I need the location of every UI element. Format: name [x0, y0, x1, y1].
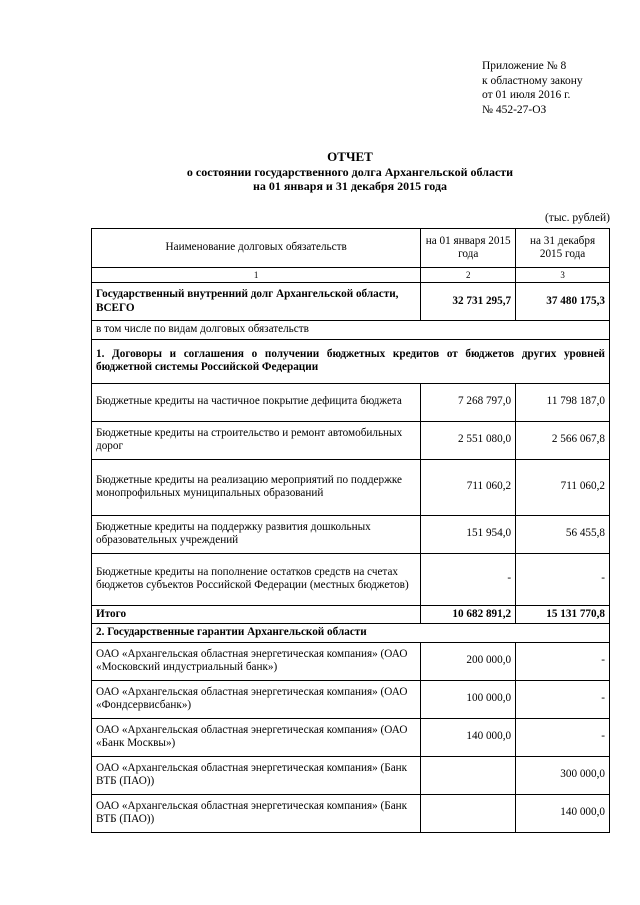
- row-value-1: 140 000,0: [421, 718, 516, 756]
- row-value-2: 711 060,2: [516, 459, 610, 515]
- row-value-2: 140 000,0: [516, 794, 610, 832]
- row-value-1: -: [421, 553, 516, 605]
- table-row: [92, 553, 610, 605]
- row-value-2: -: [516, 718, 610, 756]
- subtotal-row: [92, 605, 610, 624]
- table-row: [92, 642, 610, 680]
- row-name: ОАО «Архангельская областная энергетическая компания» (ОАО «Банк Москвы»): [92, 718, 421, 756]
- report-title: [0, 150, 640, 194]
- section-1-header: [92, 339, 610, 383]
- column-number: 1: [92, 268, 421, 283]
- appendix-line: № 452-27-ОЗ: [482, 103, 547, 116]
- row-value-2: 56 455,8: [516, 515, 610, 553]
- report-title-line: о состоянии государственного долга Архангельской области: [186, 164, 514, 179]
- debt-table: [91, 228, 610, 833]
- row-value-1: 100 000,0: [421, 680, 516, 718]
- row-name: ОАО «Архангельская областная энергетическая компания» (ОАО «Московский индустриальный банк»): [92, 642, 421, 680]
- table-row: [92, 756, 610, 794]
- row-value-2: 300 000,0: [516, 756, 610, 794]
- appendix-line: к областному закону: [482, 74, 583, 87]
- report-title-line: на 01 января и 31 декабря 2015 года: [252, 179, 448, 193]
- header-name: Наименование долговых обязательств: [92, 229, 421, 268]
- row-value-2: 2 566 067,8: [516, 421, 610, 459]
- column-number: 2: [421, 268, 516, 283]
- column-number: 3: [516, 268, 610, 283]
- row-name: Бюджетные кредиты на строительство и ремонт автомобильных дорог: [92, 421, 421, 459]
- row-value-1: 711 060,2: [421, 459, 516, 515]
- row-name: Бюджетные кредиты на частичное покрытие дефицита бюджета: [92, 383, 421, 421]
- section-2-title: 2. Государственные гарантии Архангельской области: [92, 624, 610, 643]
- including-label: в том числе по видам долговых обязательств: [92, 321, 610, 340]
- total-row: [92, 283, 610, 321]
- row-name: Бюджетные кредиты на поддержку развития дошкольных образовательных учреждений: [92, 515, 421, 553]
- total-value-2: 37 480 175,3: [516, 283, 610, 321]
- row-name: Бюджетные кредиты на пополнение остатков средств на счетах бюджетов субъектов Российской Федерации (местных бюджетов): [92, 553, 421, 605]
- table-row: [92, 383, 610, 421]
- row-value-1: 200 000,0: [421, 642, 516, 680]
- report-title-main: ОТЧЕТ: [327, 149, 373, 164]
- table-row: [92, 515, 610, 553]
- table-row: [92, 680, 610, 718]
- subtotal-value-1: 10 682 891,2: [421, 605, 516, 624]
- row-name: Бюджетные кредиты на реализацию мероприятий по поддержке монопрофильных муниципальных образований: [92, 459, 421, 515]
- row-value-2: -: [516, 642, 610, 680]
- column-number-row: [92, 268, 610, 283]
- appendix-line: Приложение № 8: [482, 60, 567, 72]
- table-header-row: [92, 229, 610, 268]
- subtotal-label: Итого: [92, 605, 421, 624]
- total-value-1: 32 731 295,7: [421, 283, 516, 321]
- row-value-1: [421, 756, 516, 794]
- appendix-note: [482, 59, 583, 117]
- subtotal-value-2: 15 131 770,8: [516, 605, 610, 624]
- table-row: [92, 459, 610, 515]
- table-row: [92, 421, 610, 459]
- table-row: [92, 718, 610, 756]
- row-value-1: 7 268 797,0: [421, 383, 516, 421]
- table-row: [92, 794, 610, 832]
- row-value-2: 11 798 187,0: [516, 383, 610, 421]
- row-name: ОАО «Архангельская областная энергетическая компания» (ОАО «Фондсервисбанк»): [92, 680, 421, 718]
- including-row: [92, 321, 610, 340]
- header-col3: на 31 декабря 2015 года: [516, 229, 610, 268]
- section-2-header: [92, 624, 610, 643]
- units-label: (тыс. рублей): [544, 212, 610, 224]
- row-value-1: 2 551 080,0: [421, 421, 516, 459]
- row-value-1: 151 954,0: [421, 515, 516, 553]
- appendix-line: от 01 июля 2016 г.: [482, 89, 571, 101]
- row-value-2: -: [516, 553, 610, 605]
- total-name: Государственный внутренний долг Архангельской области, ВСЕГО: [92, 283, 421, 321]
- header-col2: на 01 января 2015 года: [421, 229, 516, 268]
- row-value-1: [421, 794, 516, 832]
- row-name: ОАО «Архангельская областная энергетическая компания» (Банк ВТБ (ПАО)): [92, 756, 421, 794]
- row-value-2: -: [516, 680, 610, 718]
- section-1-title: 1. Договоры и соглашения о получении бюджетных кредитов от бюджетов других уровней бюджетной системы Российской Федерации: [92, 339, 610, 383]
- row-name: ОАО «Архангельская областная энергетическая компания» (Банк ВТБ (ПАО)): [92, 794, 421, 832]
